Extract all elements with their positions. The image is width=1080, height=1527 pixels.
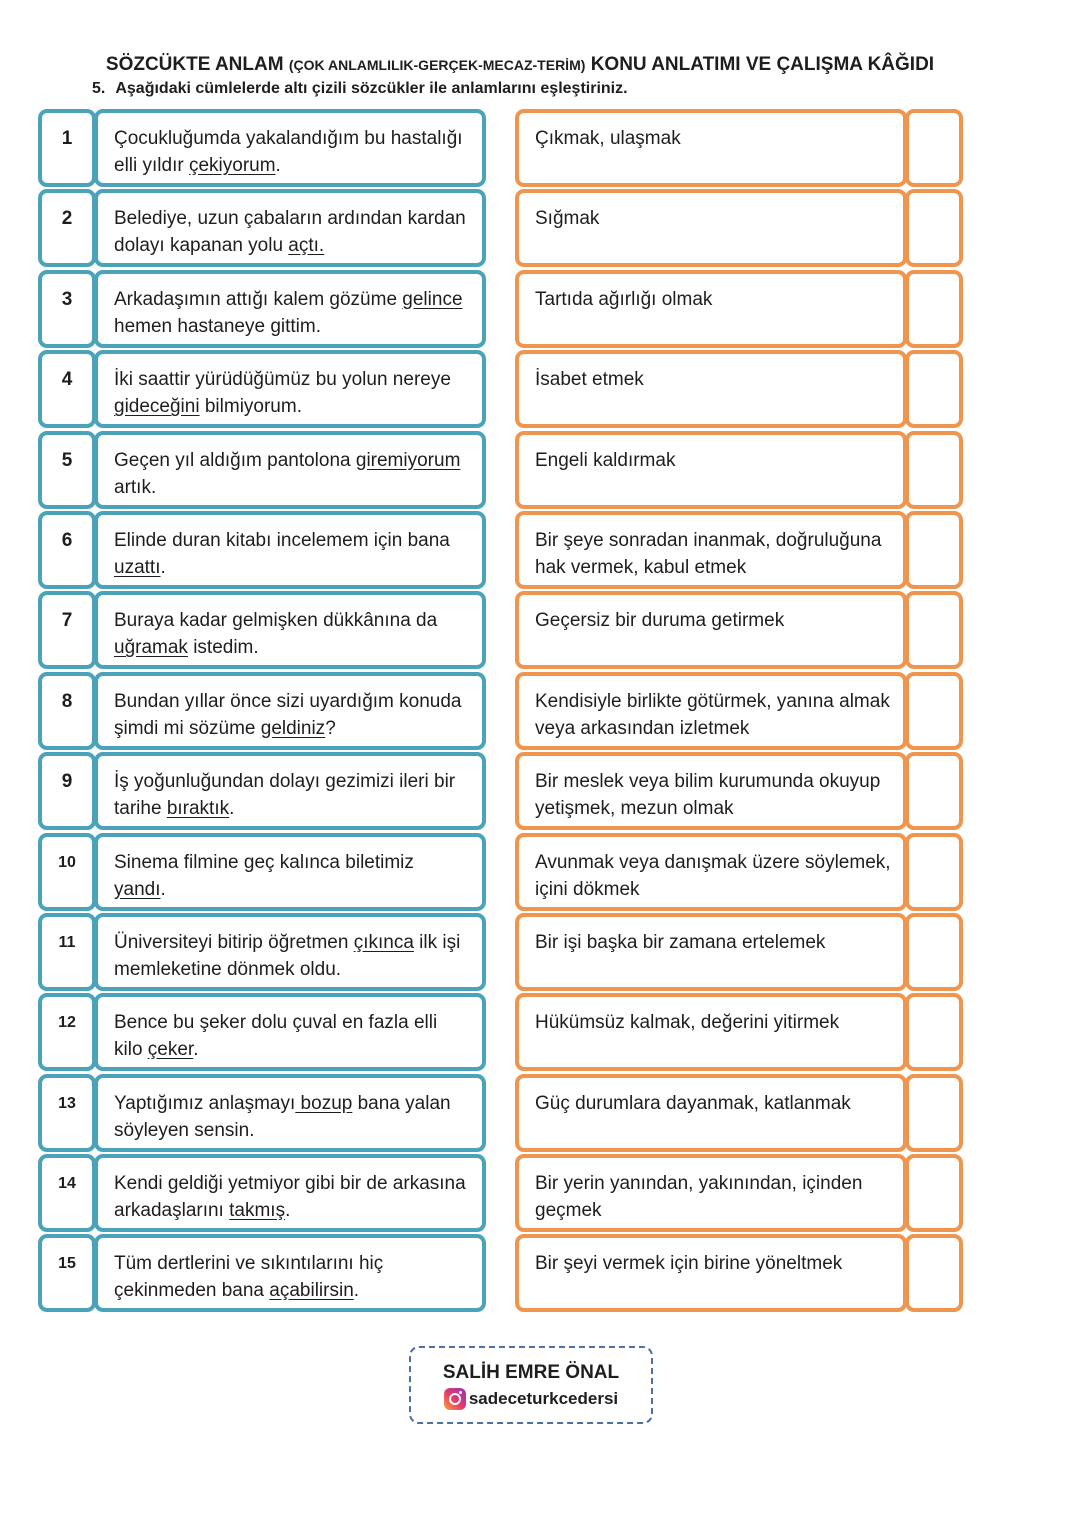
sentence-box — [94, 833, 486, 911]
sentence-box — [94, 672, 486, 750]
answer-box[interactable] — [905, 591, 963, 669]
meaning-box: Bir şeyi vermek için birine yöneltmek — [515, 1234, 907, 1312]
sentence-pre: Kendi geldiği yetmiyor gibi bir de arkasına arkadaşlarını — [114, 1173, 466, 1222]
item-number: 11 — [38, 913, 96, 991]
sentence-box — [94, 1154, 486, 1232]
sentence-box — [94, 993, 486, 1071]
meaning-box: Sığmak — [515, 189, 907, 267]
sentence-box — [94, 752, 486, 830]
sentence-post: . — [193, 1039, 199, 1061]
sentence-box — [94, 591, 486, 669]
sentence-pre: Sinema filmine geç kalınca biletimiz — [114, 851, 414, 873]
underlined-word: uzattı — [114, 556, 161, 578]
question-number: 5. — [92, 80, 106, 97]
sentence-box — [94, 913, 486, 991]
sentence-pre: İki saattir yürüdüğümüz bu yolun nereye — [114, 369, 451, 391]
meaning-box: Çıkmak, ulaşmak — [515, 109, 907, 187]
meaning-box: Güç durumlara dayanmak, katlanmak — [515, 1074, 907, 1152]
sentence-box — [94, 1074, 486, 1152]
answer-box[interactable] — [905, 1154, 963, 1232]
author-name: SALİH EMRE ÖNAL — [442, 1362, 620, 1383]
item-number: 9 — [38, 752, 96, 830]
sentence-post: artık. — [114, 476, 157, 498]
underlined-word: bozup — [295, 1092, 353, 1114]
sentence-pre: Belediye, uzun çabaların ardından kardan dolayı kapanan yolu — [114, 208, 466, 257]
title-rest: KONU ANLATIMI VE ÇALIŞMA KÂĞIDI — [590, 54, 935, 75]
item-number: 8 — [38, 672, 96, 750]
meaning-box: Bir işi başka bir zamana ertelemek — [515, 913, 907, 991]
sentence-post: . — [275, 155, 281, 176]
underlined-word: çeker — [147, 1039, 194, 1061]
meaning-box: Kendisiyle birlikte götürmek, yanına almak veya arkasından izletmek — [515, 672, 907, 750]
item-number: 13 — [38, 1074, 96, 1152]
answer-box[interactable] — [905, 511, 963, 589]
title-paren: (ÇOK ANLAMLILIK-GERÇEK-MECAZ-TERİM) — [288, 57, 586, 73]
underlined-word: çekiyorum — [188, 155, 276, 176]
item-number: 2 — [38, 189, 96, 267]
underlined-word: giremiyorum — [355, 449, 461, 471]
author-credit — [409, 1346, 653, 1424]
item-number: 12 — [38, 993, 96, 1071]
answer-box[interactable] — [905, 350, 963, 428]
sentence-pre: Bundan yıllar önce sizi uyardığım konuda şimdi mi sözüme — [114, 690, 462, 739]
instagram-icon — [444, 1388, 466, 1410]
item-number: 3 — [38, 270, 96, 348]
sentence-box — [94, 270, 486, 348]
page-title — [0, 54, 1040, 76]
item-number: 7 — [38, 591, 96, 669]
meaning-box: İsabet etmek — [515, 350, 907, 428]
answer-box[interactable] — [905, 833, 963, 911]
answer-box[interactable] — [905, 752, 963, 830]
title-main: SÖZCÜKTE ANLAM — [105, 54, 284, 75]
sentence-pre: Bence bu şeker dolu çuval en fazla elli kilo — [114, 1012, 438, 1061]
sentence-pre: Üniversiteyi bitirip öğretmen — [114, 931, 354, 953]
sentence-post: . — [160, 556, 166, 578]
item-number: 6 — [38, 511, 96, 589]
sentence-pre: Yaptığımız anlaşmayı — [114, 1092, 296, 1114]
item-number: 1 — [38, 109, 96, 187]
item-number: 5 — [38, 431, 96, 509]
item-number: 14 — [38, 1154, 96, 1232]
meaning-box: Engeli kaldırmak — [515, 431, 907, 509]
sentence-post: . — [285, 1200, 291, 1222]
meaning-box: Hükümsüz kalmak, değerini yitirmek — [515, 993, 907, 1071]
underlined-word: takmış — [229, 1200, 286, 1222]
sentence-pre: Elinde duran kitabı incelemem için bana — [114, 529, 450, 551]
meaning-box: Bir yerin yanından, yakınından, içinden geçmek — [515, 1154, 907, 1232]
meaning-box: Tartıda ağırlığı olmak — [515, 270, 907, 348]
sentence-post: bilmiyorum. — [199, 396, 302, 418]
underlined-word: açtı. — [288, 235, 325, 257]
instruction-text: Aşağıdaki cümlelerde altı çizili sözcükler ile anlamlarını eşleştiriniz. — [115, 80, 628, 97]
meaning-box: Avunmak veya danışmak üzere söylemek, içini dökmek — [515, 833, 907, 911]
sentence-post: ilk işi memleketine dönmek oldu. — [114, 931, 461, 980]
answer-box[interactable] — [905, 993, 963, 1071]
sentence-box — [94, 189, 486, 267]
sentence-pre: İş yoğunluğundan dolayı gezimizi ileri bir tarihe — [114, 771, 456, 820]
social-handle — [411, 1388, 651, 1410]
underlined-word: çıkınca — [353, 931, 414, 953]
sentence-pre: Tüm dertlerini ve sıkıntılarını hiç çekinmeden bana — [114, 1253, 384, 1302]
underlined-word: geldiniz — [260, 717, 326, 739]
answer-box[interactable] — [905, 189, 963, 267]
answer-box[interactable] — [905, 270, 963, 348]
item-number: 4 — [38, 350, 96, 428]
instruction — [92, 80, 628, 98]
underlined-word: açabilirsin — [269, 1280, 354, 1302]
sentence-box — [94, 109, 486, 187]
answer-box[interactable] — [905, 109, 963, 187]
sentence-post: istedim. — [187, 637, 259, 659]
sentence-pre: Çocukluğumda yakalandığım bu hastalığı elli yıldır — [114, 128, 463, 176]
answer-box[interactable] — [905, 1074, 963, 1152]
meaning-box: Bir meslek veya bilim kurumunda okuyup yetişmek, mezun olmak — [515, 752, 907, 830]
answer-box[interactable] — [905, 672, 963, 750]
sentence-post: . — [353, 1280, 360, 1302]
underlined-word: gideceğini — [114, 396, 200, 418]
sentence-box — [94, 1234, 486, 1312]
meaning-box: Bir şeye sonradan inanmak, doğruluğuna hak vermek, kabul etmek — [515, 511, 907, 589]
answer-box[interactable] — [905, 431, 963, 509]
handle-text: sadeceturkcedersi — [468, 1389, 619, 1408]
meaning-box: Geçersiz bir duruma getirmek — [515, 591, 907, 669]
sentence-pre: Geçen yıl aldığım pantolona — [114, 449, 356, 471]
item-number: 10 — [38, 833, 96, 911]
sentence-post: ? — [325, 717, 336, 739]
underlined-word: gelince — [402, 288, 463, 310]
sentence-box — [94, 431, 486, 509]
underlined-word: bıraktık — [166, 798, 230, 820]
sentence-post: . — [160, 878, 166, 900]
sentence-box — [94, 511, 486, 589]
sentence-post: bana yalan söyleyen sensin. — [114, 1092, 451, 1141]
underlined-word: yandı — [114, 878, 161, 900]
underlined-word: uğramak — [114, 637, 188, 659]
sentence-pre: Arkadaşımın attığı kalem gözüme — [114, 288, 403, 310]
sentence-post: hemen hastaneye gittim. — [114, 315, 322, 337]
answer-box[interactable] — [905, 913, 963, 991]
sentence-pre: Buraya kadar gelmişken dükkânına da — [114, 610, 438, 632]
sentence-post: . — [229, 798, 235, 820]
item-number: 15 — [38, 1234, 96, 1312]
answer-box[interactable] — [905, 1234, 963, 1312]
sentence-box — [94, 350, 486, 428]
